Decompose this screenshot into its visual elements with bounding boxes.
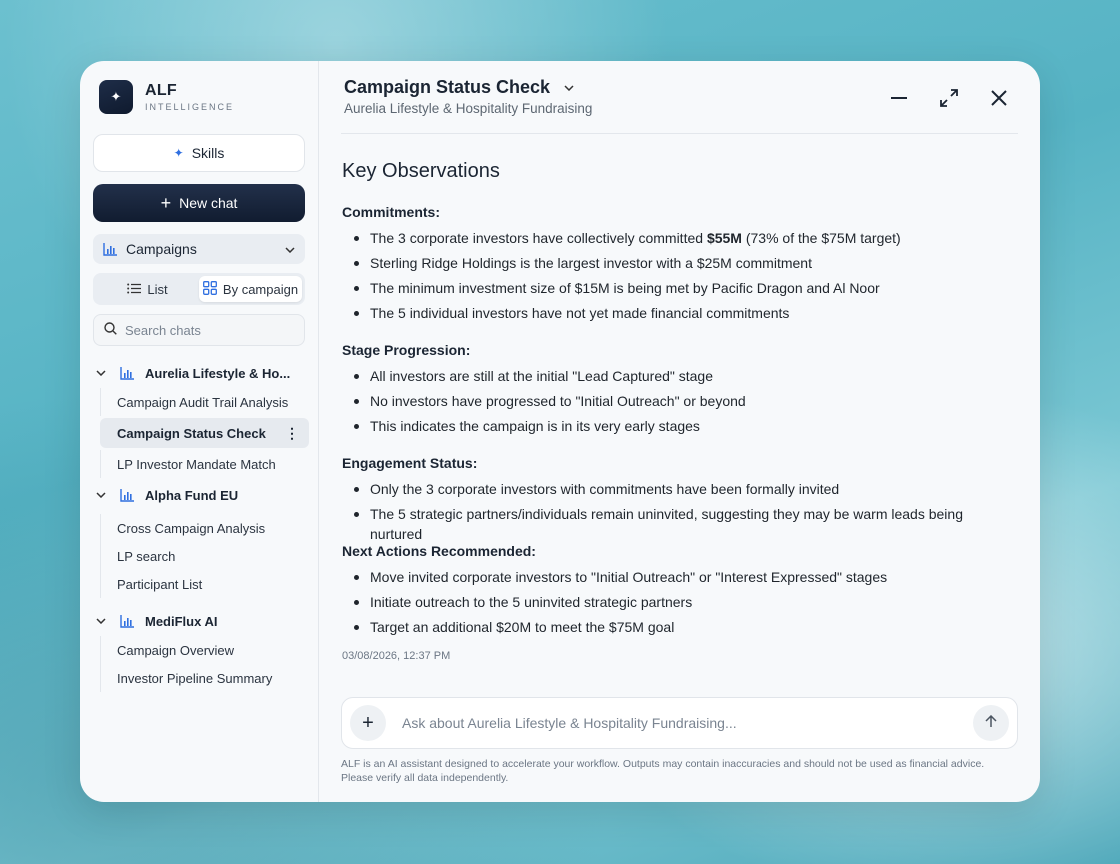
- bullet-item: Only the 3 corporate investors with commitments have been formally invited: [342, 479, 1018, 504]
- view-toggle: [93, 273, 305, 305]
- chat-item[interactable]: [100, 514, 305, 542]
- section-title: Engagement Status:: [342, 455, 478, 471]
- bullet-list: [342, 479, 1018, 542]
- campaign-group[interactable]: [96, 610, 305, 632]
- sidebar: [80, 61, 319, 802]
- bar-chart-icon: [103, 243, 118, 256]
- section-title: Stage Progression:: [342, 342, 471, 358]
- skills-button[interactable]: [93, 134, 305, 172]
- send-button[interactable]: [973, 705, 1009, 741]
- chat-tree: [93, 362, 305, 692]
- campaign-group[interactable]: [96, 362, 305, 384]
- campaign-select-label: Campaigns: [126, 241, 197, 257]
- bullet-item: Move invited corporate investors to "Initial Outreach" or "Interest Expressed" stages: [342, 567, 1018, 592]
- bullet-item: Sterling Ridge Holdings is the largest investor with a $25M commitment: [342, 253, 1018, 278]
- list-icon: [127, 282, 141, 297]
- campaign-group-name: MediFlux AI: [145, 613, 218, 629]
- campaign-filter-select[interactable]: [93, 234, 305, 264]
- grid-icon: [203, 281, 217, 298]
- section-title: Commitments:: [342, 204, 441, 220]
- bullet-item: The 5 strategic partners/individuals remain uninvited, suggesting they may be warm leads being nurtured: [342, 504, 1018, 529]
- chat-title-dropdown[interactable]: [344, 77, 574, 98]
- expand-icon[interactable]: [938, 87, 960, 109]
- bullet-item: The 5 individual investors have not yet made financial commitments: [342, 303, 1018, 328]
- chevron-down-icon: [285, 242, 295, 256]
- chat-item-label: Investor Pipeline Summary: [117, 670, 273, 686]
- chat-item-label: Campaign Status Check: [117, 425, 266, 441]
- brand: [99, 80, 305, 114]
- message-timestamp: 03/08/2026, 12:37 PM: [342, 650, 451, 662]
- new-chat-label: New chat: [179, 195, 238, 211]
- message-heading: Key Observations: [342, 160, 500, 182]
- chat-item-label: Campaign Overview: [117, 642, 235, 658]
- chat-item[interactable]: [100, 450, 305, 478]
- toggle-by-campaign[interactable]: [199, 276, 302, 302]
- add-attachment-button[interactable]: [350, 705, 386, 741]
- chat-item-label: LP search: [117, 548, 176, 564]
- toggle-list[interactable]: [96, 276, 199, 302]
- bullet-item: Initiate outreach to the 5 uninvited strategic partners: [342, 592, 1018, 617]
- close-icon[interactable]: [988, 87, 1010, 109]
- brand-subtitle: INTELLIGENCE: [145, 102, 235, 112]
- brand-name: ALF: [145, 82, 178, 99]
- bullet-item: This indicates the campaign is in its very early stages: [342, 416, 1018, 441]
- bar-chart-icon: [120, 489, 135, 502]
- more-options-icon[interactable]: ⋮: [285, 424, 299, 441]
- chat-input[interactable]: [402, 715, 973, 731]
- plus-icon: +: [362, 711, 374, 734]
- chevron-down-icon[interactable]: [96, 368, 110, 379]
- chat-item[interactable]: [100, 664, 305, 692]
- chat-item[interactable]: [100, 570, 305, 598]
- section-title: Next Actions Recommended:: [342, 543, 536, 559]
- arrow-up-icon: [985, 715, 997, 731]
- chat-item[interactable]: [100, 388, 305, 416]
- chevron-down-icon: [564, 82, 574, 94]
- assistant-message: [341, 134, 1018, 662]
- chat-header: [341, 61, 1018, 134]
- campaign-group-name: Aurelia Lifestyle & Ho...: [145, 365, 291, 381]
- chat-item-label: Cross Campaign Analysis: [117, 520, 266, 536]
- skills-label: Skills: [191, 145, 225, 161]
- new-chat-button[interactable]: [93, 184, 305, 222]
- toggle-by-campaign-label: By campaign: [222, 281, 299, 297]
- sparkle-icon: ✦: [173, 146, 184, 160]
- chevron-down-icon[interactable]: [96, 490, 110, 501]
- page-subtitle: Aurelia Lifestyle & Hospitality Fundraising: [344, 101, 593, 116]
- page-title: Campaign Status Check: [344, 77, 551, 97]
- chat-item-label: LP Investor Mandate Match: [117, 456, 276, 472]
- search-chats: [93, 314, 305, 346]
- window-controls: [888, 87, 1010, 109]
- bullet-item: Target an additional $20M to meet the $75M goal: [342, 617, 1018, 642]
- campaign-group[interactable]: [96, 484, 305, 506]
- bullet-item: All investors are still at the initial "Lead Captured" stage: [342, 366, 1018, 391]
- minimize-icon[interactable]: [888, 87, 910, 109]
- sparkle-logo-icon: ✦: [99, 80, 133, 114]
- bullet-item: The minimum investment size of $15M is being met by Pacific Dragon and Al Noor: [342, 278, 1018, 303]
- toggle-list-label: List: [147, 281, 168, 297]
- bullet-item: The 3 corporate investors have collectively committed $55M (73% of the $75M target): [342, 228, 1018, 253]
- campaign-group-name: Alpha Fund EU: [145, 487, 239, 503]
- chat-item[interactable]: [100, 542, 305, 570]
- chat-item-label: Campaign Audit Trail Analysis: [117, 394, 289, 410]
- app-window: [80, 61, 1040, 802]
- bullet-list: [342, 567, 1018, 642]
- bullet-item: No investors have progressed to "Initial Outreach" or beyond: [342, 391, 1018, 416]
- plus-icon: +: [160, 193, 172, 213]
- chat-item[interactable]: [100, 636, 305, 664]
- search-chats-input[interactable]: [125, 323, 285, 338]
- disclaimer-text: ALF is an AI assistant designed to accelerate your workflow. Outputs may contain inaccuracies and should not be used as financial advice. Please verify all data independently.: [341, 758, 985, 784]
- chat-item-label: Participant List: [117, 576, 203, 592]
- chat-composer: [341, 697, 1018, 749]
- chat-panel: [319, 61, 1040, 802]
- bullet-list: [342, 228, 1018, 328]
- search-icon: [104, 322, 117, 338]
- bullet-list: [342, 366, 1018, 441]
- bar-chart-icon: [120, 615, 135, 628]
- bar-chart-icon: [120, 367, 135, 380]
- chat-item-active[interactable]: [100, 418, 309, 448]
- chevron-down-icon[interactable]: [96, 616, 110, 627]
